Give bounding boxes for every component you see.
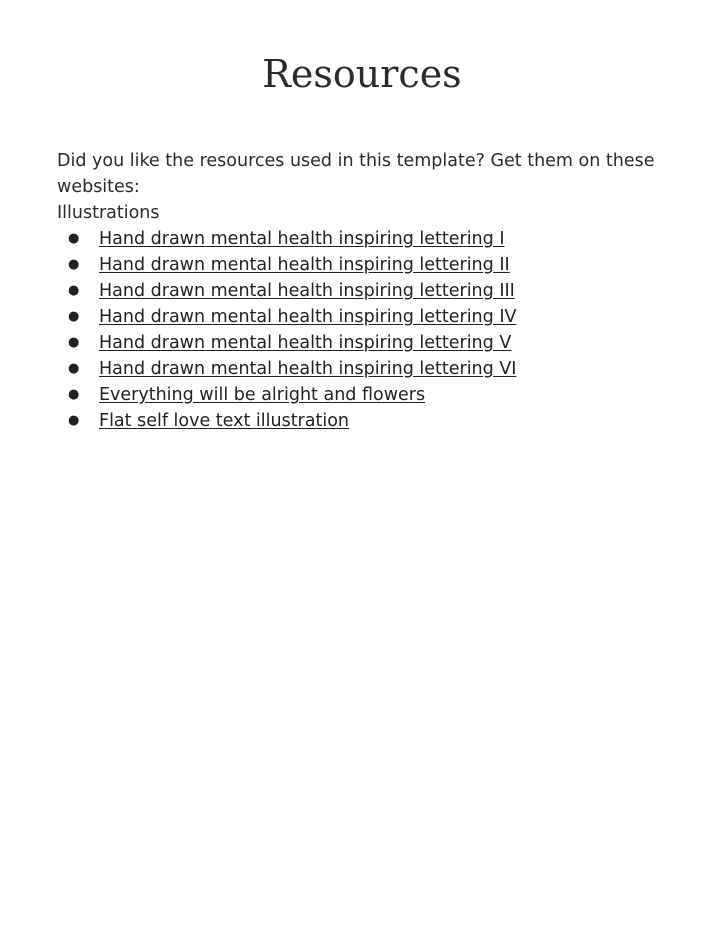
intro-text: Did you like the resources used in this template? Get them on these websites:	[57, 151, 655, 197]
resource-link[interactable]: Hand drawn mental health inspiring lettering IV	[99, 307, 517, 327]
resource-link[interactable]: Hand drawn mental health inspiring lettering III	[99, 281, 515, 301]
resource-link[interactable]: Hand drawn mental health inspiring lettering II	[99, 255, 510, 275]
bullet-icon: ●	[68, 387, 80, 402]
bullet-icon: ●	[68, 283, 80, 298]
section-label-illustrations: Illustrations	[57, 203, 160, 223]
list-item	[57, 304, 677, 330]
bullet-icon: ●	[68, 335, 80, 350]
resource-link[interactable]: Flat self love text illustration	[99, 411, 349, 431]
resource-link[interactable]: Hand drawn mental health inspiring lettering I	[99, 229, 505, 249]
list-item	[57, 356, 677, 382]
list-item	[57, 252, 677, 278]
list-item	[57, 330, 677, 356]
resource-link[interactable]: Everything will be alright and flowers	[99, 385, 426, 405]
bullet-icon: ●	[68, 361, 80, 376]
bullet-icon: ●	[68, 309, 80, 324]
resource-link-list	[57, 226, 677, 434]
list-item	[57, 408, 677, 434]
resource-link[interactable]: Hand drawn mental health inspiring lettering V	[99, 333, 512, 353]
list-item	[57, 278, 677, 304]
page-title: Resources	[262, 52, 462, 96]
resource-link[interactable]: Hand drawn mental health inspiring lettering VI	[99, 359, 517, 379]
list-item	[57, 226, 677, 252]
list-item	[57, 382, 677, 408]
content-body	[57, 148, 677, 434]
bullet-icon: ●	[68, 231, 80, 246]
bullet-icon: ●	[68, 413, 80, 428]
bullet-icon: ●	[68, 257, 80, 272]
